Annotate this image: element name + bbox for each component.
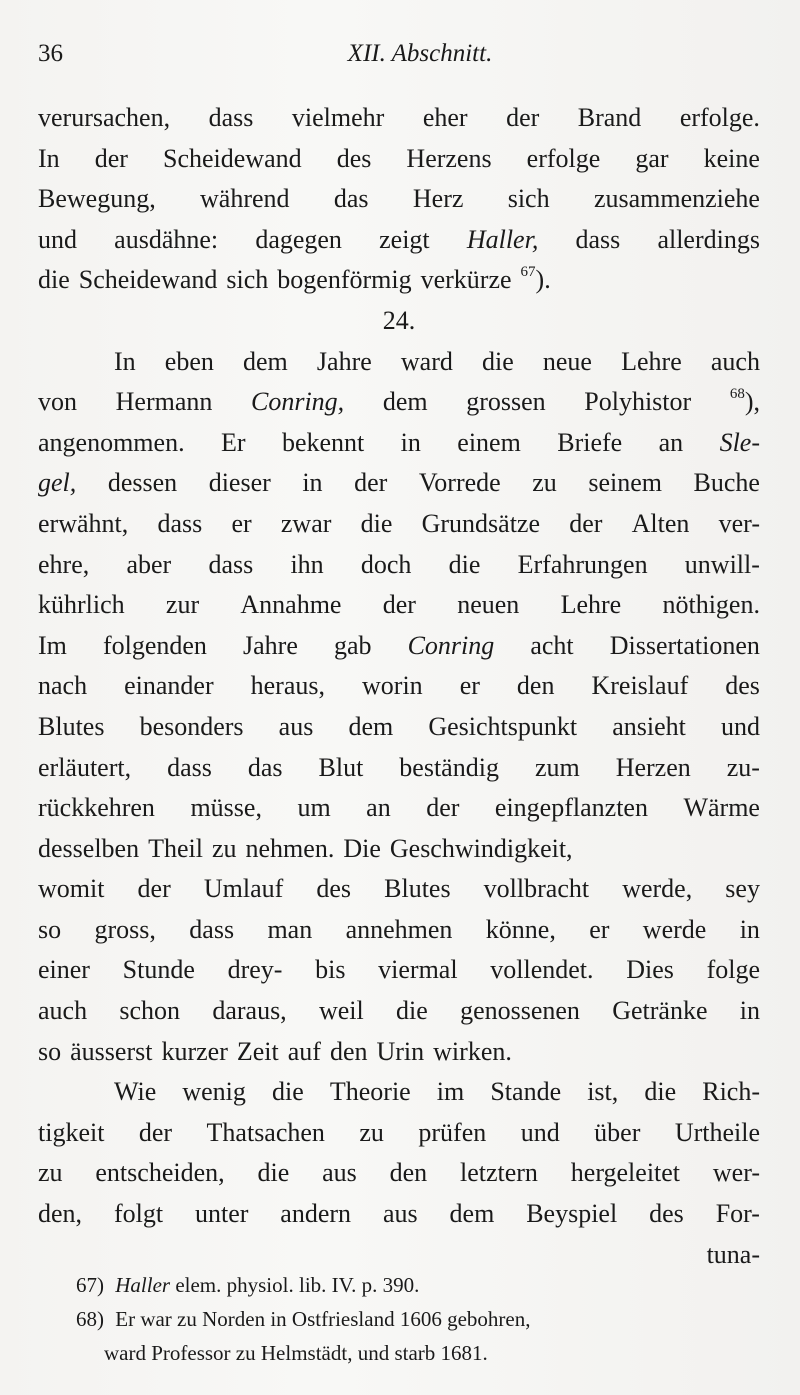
word: 24. (382, 305, 416, 335)
word: weil (318, 996, 364, 1026)
word: ehre, (38, 549, 90, 579)
word: Herzens (406, 143, 492, 173)
word: wer- (712, 1158, 760, 1188)
word: dass (157, 508, 203, 538)
word: Lehre (560, 590, 622, 620)
word: Blutes (384, 874, 451, 904)
word: beständig (399, 752, 499, 782)
word: heraus, (250, 671, 325, 701)
word: Rich- (702, 1077, 760, 1107)
word: Im (38, 630, 67, 660)
word: der (94, 143, 128, 173)
word: Bewegung, (38, 184, 156, 214)
word: dass (575, 224, 621, 254)
word: entscheiden, (95, 1158, 225, 1188)
word: auf (287, 1036, 321, 1066)
word: und (38, 224, 77, 254)
word: folge (706, 955, 760, 985)
text-line (38, 1113, 760, 1154)
word: Stande (490, 1077, 562, 1107)
word: ist, (587, 1077, 619, 1107)
word: dem (348, 711, 394, 741)
word: Briefe (557, 427, 623, 457)
text-line (38, 220, 760, 261)
word: äusserst (70, 1036, 153, 1066)
word: Scheidewand (78, 265, 218, 295)
word: im (436, 1077, 465, 1107)
word: Hermann (115, 387, 213, 417)
word: Er (220, 427, 246, 457)
word: genossenen (460, 996, 580, 1026)
word: Alten (631, 508, 690, 538)
word: hergeleitet (570, 1158, 681, 1188)
text-line (38, 666, 760, 707)
word: Theil (148, 833, 203, 863)
word: nöthigen. (662, 590, 760, 620)
footnote-68-continuation (76, 1336, 766, 1370)
word: und (520, 1117, 560, 1147)
word: In (114, 346, 136, 376)
word: gab (333, 630, 372, 660)
word: womit (38, 874, 105, 904)
word: nach (38, 671, 88, 701)
word: dass (208, 103, 254, 132)
word: Theorie (329, 1077, 411, 1107)
word: doch (360, 549, 412, 579)
word: der (137, 874, 171, 904)
text-line (38, 1153, 760, 1194)
word: erläutert, (38, 752, 132, 782)
word: annehmen (345, 914, 453, 944)
running-head: XII. Abschnitt. (347, 40, 493, 67)
word: er (589, 914, 610, 944)
word: For- (715, 1199, 760, 1229)
word: zwar (280, 508, 332, 538)
word: letztern (459, 1158, 538, 1188)
word: unwill- (684, 549, 760, 579)
word: ward (400, 346, 453, 376)
word: dass (208, 549, 254, 579)
word: Thatsachen (206, 1117, 325, 1147)
word: aber (126, 549, 172, 579)
word: zu- (726, 752, 760, 782)
word: zu (359, 1117, 384, 1147)
word: erfolge (526, 143, 601, 173)
word: auch (38, 996, 88, 1026)
word: desselben (38, 833, 140, 863)
word: Umlauf (203, 874, 284, 904)
word: allerdings (657, 224, 760, 254)
word: in (400, 427, 421, 457)
word: Scheidewand (163, 143, 302, 173)
word: in (302, 468, 323, 498)
word: der (506, 103, 540, 132)
word: sich (507, 184, 550, 214)
word: wirken. (433, 1036, 512, 1066)
word: besonders (139, 711, 244, 741)
text-line (38, 342, 760, 383)
word: zum (534, 752, 580, 782)
word: In (38, 143, 60, 173)
page-header (38, 40, 762, 80)
word: nehmen. (245, 833, 335, 863)
word: grossen (466, 387, 546, 417)
word: kurzer (161, 1036, 228, 1066)
word: einer (38, 955, 90, 985)
word: Grundsätze (421, 508, 541, 538)
word: die (38, 265, 70, 295)
word: tuna- (706, 1239, 760, 1269)
word: werde (642, 914, 707, 944)
word: so (38, 1036, 62, 1066)
word: dass (189, 914, 235, 944)
word: Stunde (122, 955, 195, 985)
word: Annahme (240, 590, 342, 620)
text-line (38, 950, 760, 991)
word: Conring (407, 630, 495, 660)
word: dem (382, 387, 428, 417)
word: den (389, 1158, 428, 1188)
word: Erfahrungen (517, 549, 648, 579)
word: gross, (94, 914, 156, 944)
footnote-67 (76, 1268, 766, 1302)
word: den (329, 1036, 368, 1066)
word: bis (315, 955, 346, 985)
word: Polyhistor (584, 387, 692, 417)
word: über (594, 1117, 641, 1147)
word: gar (635, 143, 669, 173)
word: um (297, 793, 331, 823)
word: daraus, (212, 996, 287, 1026)
footnote-citation: elem. physiol. lib. IV. p. 390. (175, 1273, 420, 1297)
word: des (336, 143, 372, 173)
main-text (38, 98, 760, 1275)
word: zur (165, 590, 200, 620)
word: in (739, 914, 760, 944)
word: Wie (114, 1077, 157, 1107)
word: so (38, 914, 62, 944)
word: andern (280, 1199, 352, 1229)
word: Zeit (236, 1036, 279, 1066)
word: seinem (588, 468, 662, 498)
word: neue (542, 346, 592, 376)
word: unter (194, 1199, 249, 1229)
word: Sle- (719, 427, 760, 457)
word: die (360, 508, 393, 538)
word: der (426, 793, 460, 823)
text-line (38, 98, 760, 139)
word: das (247, 752, 283, 782)
word: die (482, 346, 514, 376)
word: Gesichtspunkt (428, 711, 578, 741)
word: müsse, (190, 793, 262, 823)
word: ver- (718, 508, 760, 538)
word: viermal (378, 955, 458, 985)
word: dieser (208, 468, 271, 498)
word: Herz (412, 184, 464, 214)
word: aus (322, 1158, 357, 1188)
word: angenommen. (38, 427, 185, 457)
text-line (38, 463, 760, 504)
word: keine (703, 143, 760, 173)
word: aus (382, 1199, 418, 1229)
word: Wärme (683, 793, 760, 823)
word: schon (119, 996, 181, 1026)
word: ausdähne: (114, 224, 219, 254)
word: verursachen, (38, 103, 171, 132)
section-number (38, 301, 760, 342)
text-line (38, 991, 760, 1032)
word: ihn (290, 549, 324, 579)
word: Geschwindigkeit, (389, 833, 573, 863)
text-line (38, 869, 760, 910)
word: die (257, 1158, 290, 1188)
word: des (316, 874, 352, 904)
word: die (396, 996, 428, 1026)
word: einem (457, 427, 521, 457)
word: Die (343, 833, 381, 863)
word: Kreislauf (591, 671, 689, 701)
word: Blut (318, 752, 364, 782)
text-line (38, 1072, 760, 1113)
word: der (354, 468, 388, 498)
footnote-text-line: Er war zu Norden in Ostfriesland 1606 gebohren, (115, 1307, 531, 1331)
word: Dies (626, 955, 674, 985)
text-line (38, 382, 760, 423)
text-line (38, 910, 760, 951)
word: der (138, 1117, 173, 1147)
word: und (720, 711, 760, 741)
word: folgt (113, 1199, 164, 1229)
word: er (459, 671, 480, 701)
word: drey- (227, 955, 283, 985)
text-line (38, 829, 760, 870)
word: verkürze (420, 265, 512, 295)
word: von (38, 387, 77, 417)
text-line (38, 707, 760, 748)
footnote-author: Haller (115, 1273, 171, 1297)
word: dass (167, 752, 212, 782)
text-line (38, 626, 760, 667)
word: Lehre (621, 346, 682, 376)
word: sich (226, 265, 269, 295)
word: der (382, 590, 416, 620)
text-line (38, 545, 760, 586)
word: vollbracht (483, 874, 590, 904)
text-line (38, 260, 760, 301)
word: gel, (38, 468, 77, 498)
footnote-text-line: ward Professor zu Helmstädt, und starb 1681. (104, 1341, 488, 1365)
text-line (38, 179, 760, 220)
word: Dissertationen (609, 630, 760, 660)
footnote-reference: $^{68}$), (729, 386, 760, 417)
word: kührlich (38, 590, 125, 620)
footnote-68 (76, 1302, 766, 1336)
word: man (267, 914, 313, 944)
word: tigkeit (38, 1117, 105, 1147)
text-line (38, 423, 760, 464)
word: Beyspiel (526, 1199, 618, 1229)
word: wenig (182, 1077, 246, 1107)
word: eingepflanzten (494, 793, 648, 823)
word: erfolge. (679, 103, 760, 132)
page-number: 36 (38, 40, 63, 67)
word: neuen (457, 590, 520, 620)
word: Herzen (615, 752, 691, 782)
word: die (272, 1077, 304, 1107)
word: zusammenziehe (593, 184, 760, 214)
word: Vorrede (418, 468, 501, 498)
footnote-number: 67) (76, 1273, 104, 1297)
word: einander (124, 671, 214, 701)
word: eben (164, 346, 214, 376)
word: bekennt (281, 427, 365, 457)
word: Conring, (251, 387, 345, 417)
word: dem (243, 346, 288, 376)
word: dessen (107, 468, 178, 498)
word: auch (710, 346, 760, 376)
word: Urin (376, 1036, 425, 1066)
text-line (38, 788, 760, 829)
word: könne, (485, 914, 556, 944)
word: acht (530, 630, 574, 660)
word: vollendet. (490, 955, 594, 985)
word: rückkehren (38, 793, 155, 823)
word: zu (532, 468, 557, 498)
word: folgenden (102, 630, 207, 660)
word: der (569, 508, 603, 538)
footnote-reference: $^{67}$). (520, 264, 551, 295)
word: Jahre (316, 346, 372, 376)
footnotes (76, 1268, 766, 1370)
word: erwähnt, (38, 508, 129, 538)
word: vielmehr (291, 103, 385, 132)
word: Haller, (466, 224, 539, 254)
text-line (38, 1032, 760, 1073)
text-line (38, 585, 760, 626)
word: Getränke (612, 996, 708, 1026)
word: Jahre (243, 630, 298, 660)
word: eher (422, 103, 468, 132)
footnote-number: 68) (76, 1307, 104, 1331)
word: prüfen (418, 1117, 487, 1147)
word: zu (38, 1158, 63, 1188)
word: während (200, 184, 290, 214)
word: des (649, 1199, 684, 1229)
word: zeigt (379, 224, 430, 254)
word: bogenförmig (277, 265, 412, 295)
text-line (38, 1194, 760, 1235)
word: Buche (693, 468, 760, 498)
word: Brand (577, 103, 642, 132)
word: Blutes (38, 711, 105, 741)
word: das (333, 184, 369, 214)
word: sey (725, 874, 760, 904)
word: den (516, 671, 555, 701)
word: er (231, 508, 252, 538)
word: ansieht (612, 711, 686, 741)
word: worin (362, 671, 423, 701)
text-line (38, 504, 760, 545)
word: aus (278, 711, 314, 741)
word: an (658, 427, 684, 457)
word: Urtheile (674, 1117, 760, 1147)
text-line (38, 748, 760, 789)
word: die (448, 549, 481, 579)
word: des (725, 671, 760, 701)
word: an (366, 793, 391, 823)
word: dagegen (255, 224, 342, 254)
word: den, (38, 1199, 83, 1229)
text-line (38, 139, 760, 180)
word: zu (211, 833, 237, 863)
word: dem (449, 1199, 495, 1229)
word: die (644, 1077, 677, 1107)
word: werde, (622, 874, 693, 904)
word: in (739, 996, 760, 1026)
